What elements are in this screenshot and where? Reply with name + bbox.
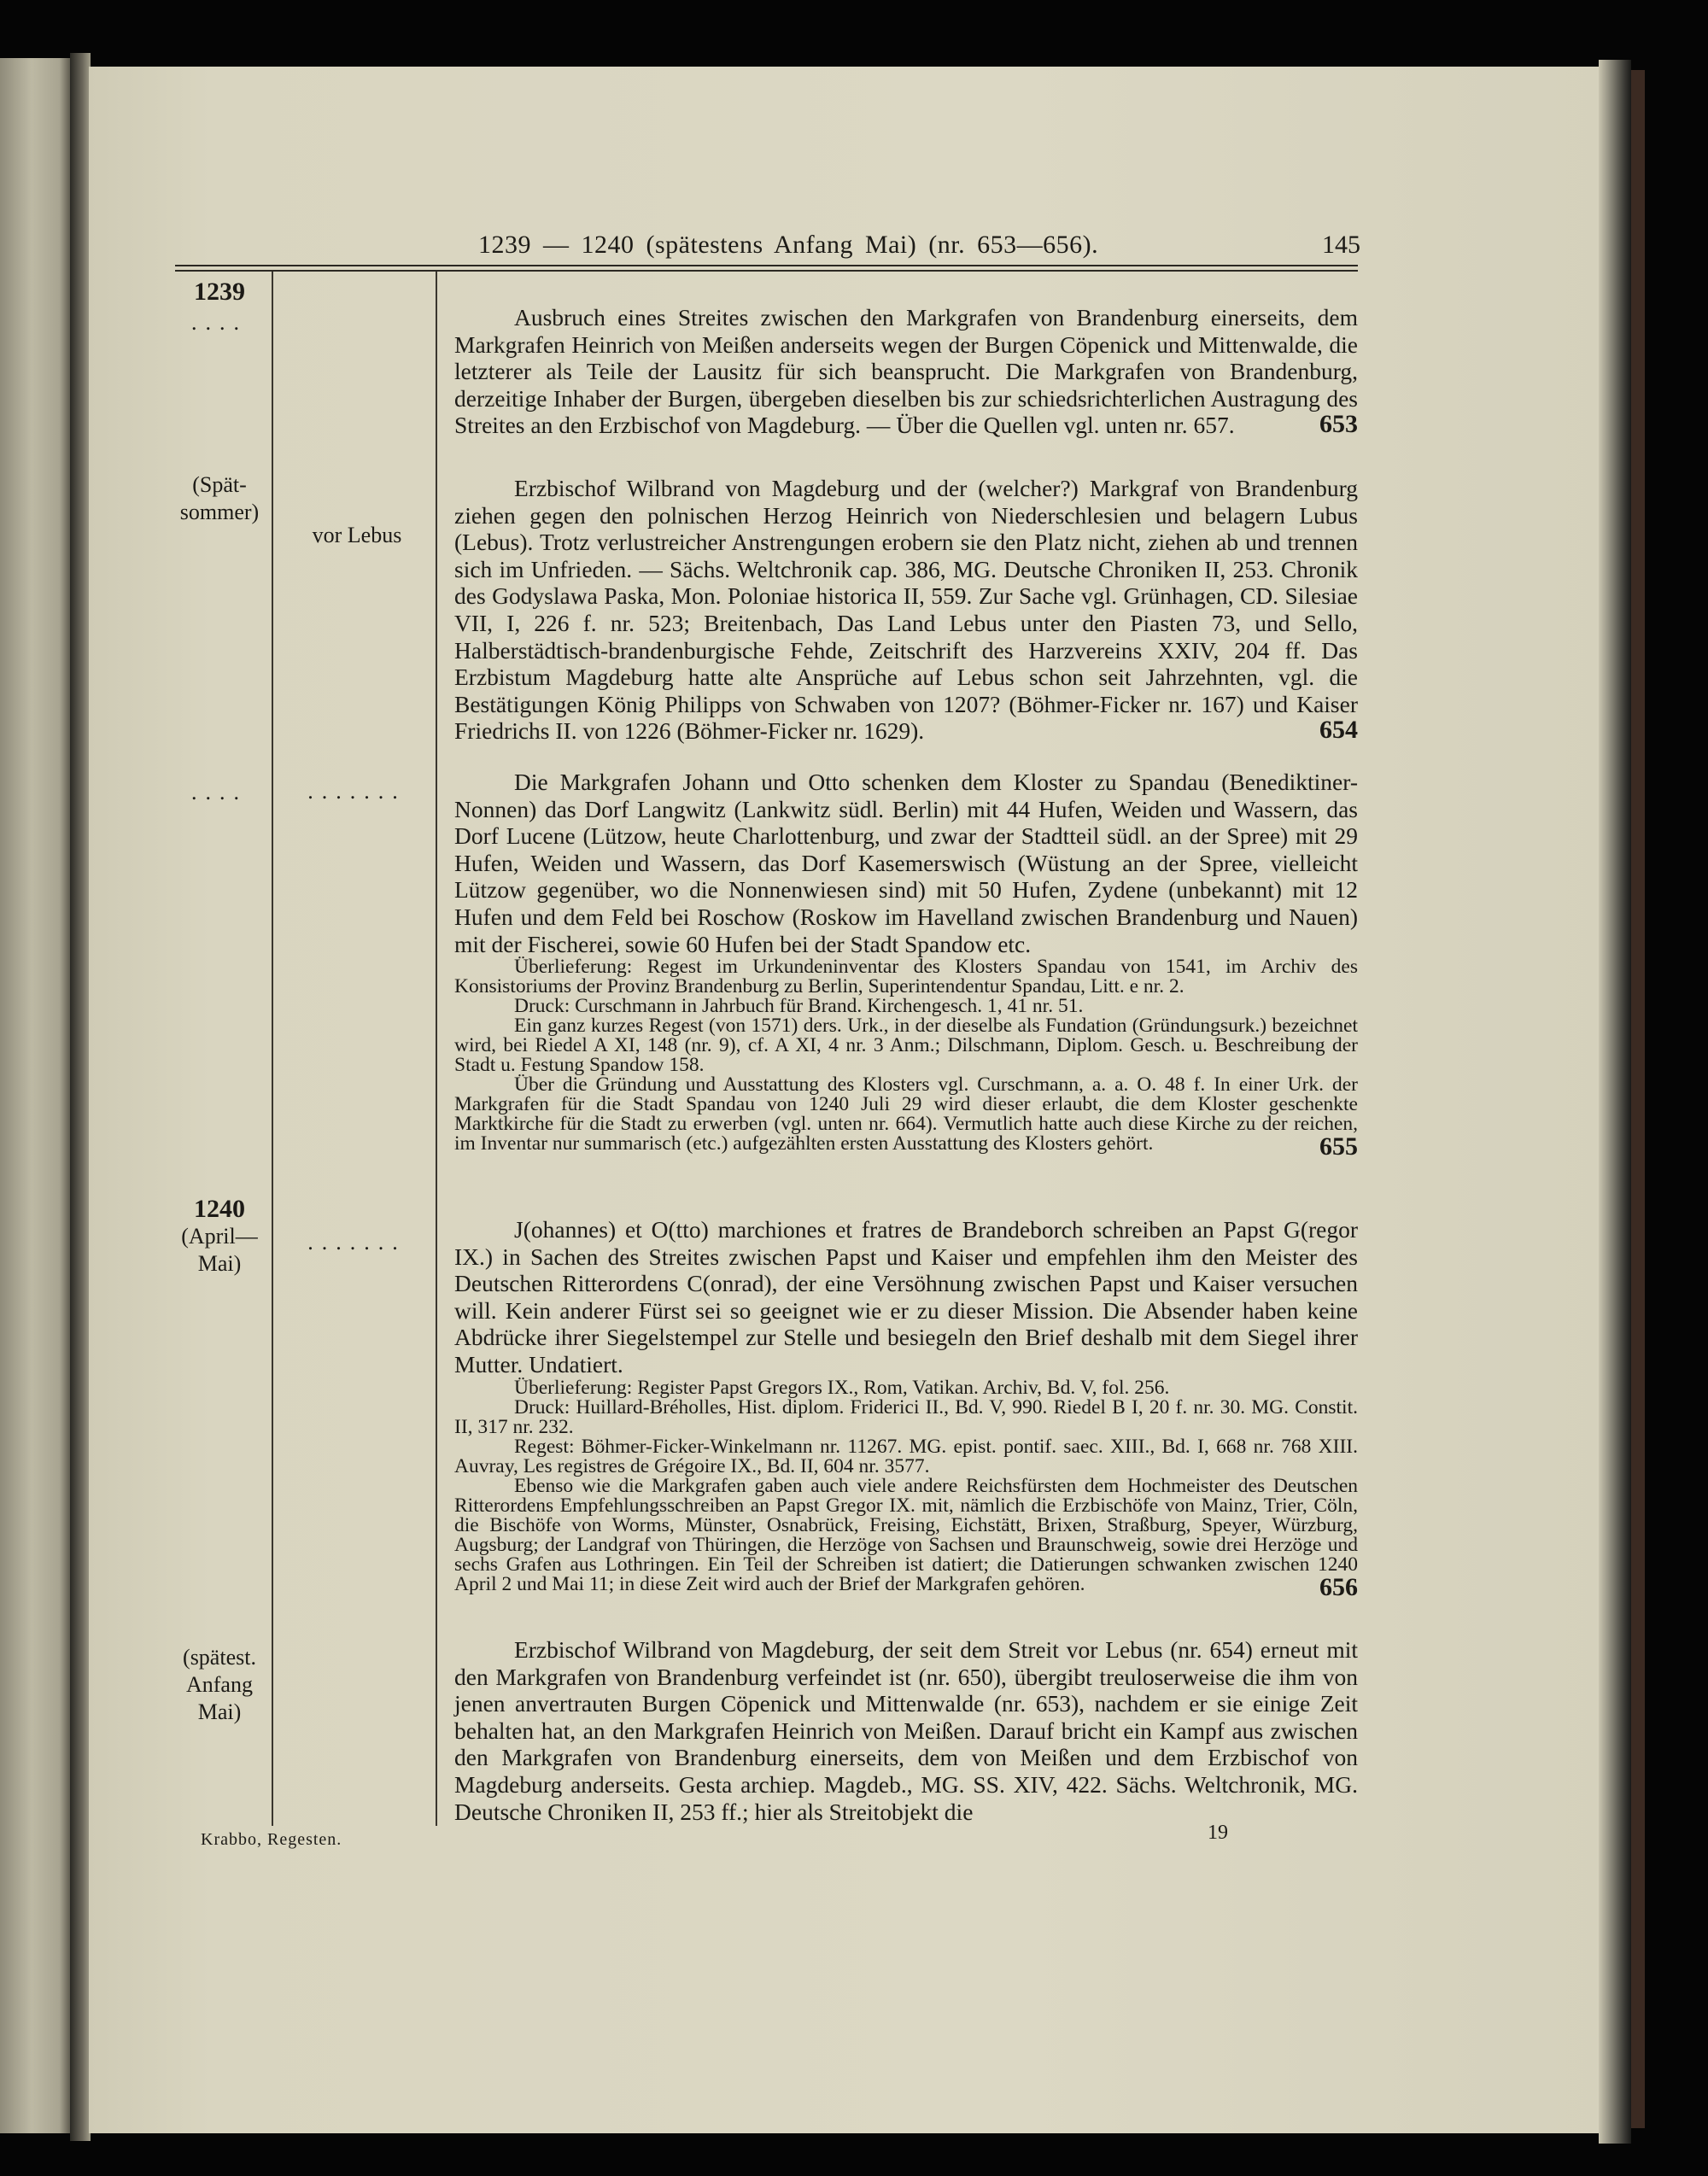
column-divider-1 xyxy=(272,272,273,1826)
book-gutter xyxy=(70,53,91,2141)
margin-dots-655: .... xyxy=(191,780,248,804)
entry-653-number: 653 xyxy=(1319,410,1358,439)
footer-signature: 19 xyxy=(1208,1822,1228,1844)
entry-655-number: 655 xyxy=(1319,1132,1358,1161)
entry-656-text: J(ohannes) et O(tto) marchiones et fratres de Brandeborch schreiben an Papst G(regor IX.) in Sachen des Streites zwischen Papst und Kaiser und empfehlen ihm den Meister des Deutschen Ritterordens C(onrad), der eine Versöhnung zwischen Papst und Kaiser versuchen will. Kein anderer Fürst sei so geeignet wie er zu dieser Mission. Die Absender haben keine Abdrücke ihrer Siegelstempel zur Stelle und besiegeln den Brief deshalb mit dem Siegel ihrer Mutter. Undatiert. xyxy=(454,1216,1358,1378)
margin-dots-655-place: ....... xyxy=(307,779,407,804)
entry-657 xyxy=(454,1636,1358,1825)
left-page-edge xyxy=(0,58,70,2133)
margin-date-spaetsommer: (Spät- sommer) xyxy=(179,472,260,524)
margin-date-april-mai: (April— Mai) xyxy=(181,1224,258,1276)
entry-653-text: Ausbruch eines Streites zwischen den Markgrafen von Brandenburg einerseits, dem Markgrafen Heinrich von Meißen anderseits wegen der Burgen Cöpenick und Mittenwalde, die letzterer als Teile der Lausitz für sich beansprucht. Die Markgrafen von Brandenburg, derzeitige Inhaber der Burgen, übergeben dieselben bis zur schiedsrichterlichen Austragung des Streites an den Erzbischof von Magdeburg. — Über die Quellen vgl. unten nr. 657. xyxy=(454,304,1358,439)
entry-656-note-kommentar: Ebenso wie die Markgrafen gaben auch viele andere Reichsfürsten dem Hochmeister des Deutschen Ritterordens Empfehlungsschreiben an Papst Gregor IX. mit, nämlich die Erzbischöfe von Mainz, Trier, Cöln, die Bischöfe von Worms, Münster, Osnabrück, Freising, Eichstätt, Brixen, Straßburg, Speyer, Würzburg, Augsburg; der Landgraf von Thüringen, die Herzöge von Sachsen und Braunschweig, sowie drei Herzöge und sechs Grafen aus Lothringen. Ein Teil der Schreiben ist datiert; die Datierungen schwanken zwischen 1240 April 2 und Mai 11; in diese Zeit wird auch der Brief der Markgrafen gehören. xyxy=(454,1474,1358,1595)
running-title: 1239 — 1240 (spätestens Anfang Mai) (nr. 653—656). xyxy=(478,231,1099,259)
entry-654-number: 654 xyxy=(1319,716,1358,745)
book-cover-edge xyxy=(1631,70,1645,2128)
margin-place-vor-lebus: vor Lebus xyxy=(312,523,402,547)
margin-dots-1239: .... xyxy=(191,310,248,335)
entry-655-note-kommentar: Über die Gründung und Ausstattung des Klosters vgl. Curschmann, a. a. O. 48 f. In einer Urk. der Markgrafen für die Stadt Spandau von 1240 Juli 29 wird dieser erlaubt, die dem Kloster geschenkte Marktkirche für die Stadt zu erwerben (vgl. unten nr. 664). Vermutlich hatte auch diese Kirche zu der reichen, im Inventar nur summarisch (etc.) aufgezählten ersten Ausstattung des Klosters gehört. xyxy=(454,1073,1358,1155)
margin-year-1240: 1240 xyxy=(194,1195,245,1223)
entry-656 xyxy=(454,1216,1358,1600)
entry-656-note-ueberlieferung: Überlieferung: Register Papst Gregors IX., Rom, Vatikan. Archiv, Bd. V, fol. 256. xyxy=(514,1376,1170,1399)
margin-date-spaetest: (spätest. Anfang Mai) xyxy=(183,1645,256,1724)
entry-655-note-regest: Ein ganz kurzes Regest (von 1571) ders. Urk., in der dieselbe als Fundation (Gründungsurk.) bezeichnet wird, bei Riedel A XI, 148 (nr. 9), cf. A XI, 4 nr. 3 Anm.; Dilschmann, Diplom. Gesch. u. Beschreibung der Stadt u. Festung Spandow 158. xyxy=(454,1015,1358,1077)
header-rule-bottom xyxy=(175,270,1358,272)
entry-655-note-druck: Druck: Curschmann in Jahrbuch für Brand. Kirchengesch. 1, 41 nr. 51. xyxy=(514,995,1084,1018)
header-rule-top xyxy=(175,265,1358,266)
entry-657-text: Erzbischof Wilbrand von Magdeburg, der seit dem Streit vor Lebus (nr. 654) erneut mit den Markgrafen von Brandenburg verfeindet ist (nr. 650), übergibt treuloserweise die ihm von jenen anvertrauten Burgen Cöpenick und Mittenwalde (nr. 653), nachdem er sie einige Zeit behalten hat, an den Markgrafen Heinrich von Meißen. Darauf bricht ein Kampf aus zwischen den Markgrafen von Brandenburg einerseits, dem von Meißen und dem Erzbischof von Magdeburg anderseits. Gesta archiep. Magdeb., MG. SS. XIV, 422. Sächs. Weltchronik, MG. Deutsche Chroniken II, 253 ff.; hier als Streitobjekt die xyxy=(454,1636,1358,1825)
entry-656-note-druck: Druck: Huillard-Bréholles, Hist. diplom. Friderici II., Bd. V, 990. Riedel B I, 20 f. nr. 30. MG. Constit. II, 317 nr. 232. xyxy=(454,1395,1358,1438)
entry-654-text: Erzbischof Wilbrand von Magdeburg und der (welcher?) Markgraf von Brandenburg ziehen gegen den polnischen Herzog Heinrich von Niederschlesien und belagern Lubus (Lebus). Trotz verlustreicher Anstrengungen erobern sie den Platz nicht, ziehen ab und trennen sich im Unfrieden. — Sächs. Weltchronik cap. 386, MG. Deutsche Chroniken II, 253. Chronik des Godyslawa Paska, Mon. Poloniae historica II, 559. Zur Sache vgl. Grünhagen, CD. Silesiae VII, I, 226 f. nr. 523; Breitenbach, Das Land Lebus unter den Piasten 73, und Sello, Halberstädtisch-brandenburgische Fehde, Zeitschrift des Harzvereins XXIV, 204 ff. Das Erzbistum Magdeburg hatte alte Ansprüche auf Lebus schon seit Jahrzehnten, vgl. die Bestätigungen König Philipps von Schwaben von 1207? (Böhmer-Ficker nr. 167) und Kaiser Friedrichs II. von 1226 (Böhmer-Ficker nr. 1629). xyxy=(454,475,1358,745)
page-number: 145 xyxy=(1322,231,1360,259)
entry-655-note-ueberlieferung: Überlieferung: Regest im Urkundeninventar des Klosters Spandau von 1541, im Archiv des Konsistoriums der Provinz Brandenburg zu Berlin, Superintendentur Spandau, Litt. e nr. 2. xyxy=(454,956,1358,998)
entry-656-note-regest: Regest: Böhmer-Ficker-Winkelmann nr. 11267. MG. epist. pontif. saec. XIII., Bd. I, 668 nr. 768 XIII. Auvray, Les registres de Grégoire IX., Bd. II, 604 nr. 3577. xyxy=(454,1435,1358,1477)
footer-author: Krabbo, Regesten. xyxy=(201,1830,342,1849)
entry-655 xyxy=(454,769,1358,1160)
entry-655-text: Die Markgrafen Johann und Otto schenken dem Kloster zu Spandau (Benediktiner-Nonnen) das Dorf Langwitz (Lankwitz südl. Berlin) mit 44 Hufen, Weiden und Wassern, das Dorf Lucene (Lützow, heute Charlottenburg, und zwar der Stadtteil südl. an der Spree) mit 29 Hufen, Weiden und Wassern, das Dorf Kasemerswisch (Wüstung an der Spree, vielleicht Lützow gegenüber, wo die Nonnenwiesen sind) mit 50 Hufen, Zydene (unbekannt) mit 12 Hufen und dem Feld bei Roschow (Roskow im Havelland zwischen Brandenburg und Nauen) mit der Fischerei, sowie 60 Hufen bei der Stadt Spandow etc. xyxy=(454,769,1358,957)
entry-653 xyxy=(454,304,1358,439)
margin-dots-656-place: ....... xyxy=(307,1230,407,1255)
entry-654 xyxy=(454,475,1358,745)
margin-year-1239: 1239 xyxy=(194,278,245,306)
page-fore-edge xyxy=(1599,60,1631,2144)
entry-656-number: 656 xyxy=(1319,1572,1358,1601)
column-divider-2 xyxy=(436,272,437,1826)
